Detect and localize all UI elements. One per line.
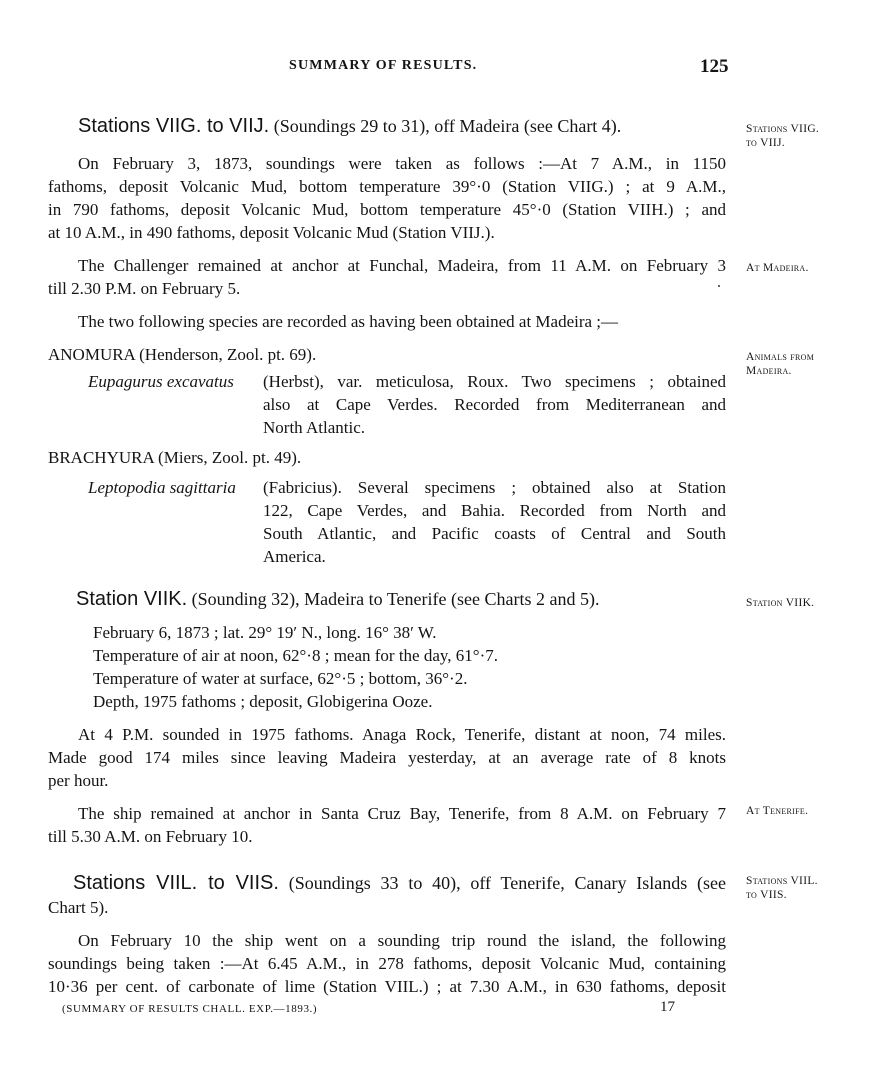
para-line: at 10 A.M., in 490 fathoms, deposit Volcanic Mud (Station VIIJ.). bbox=[48, 223, 495, 242]
margin-note-stations-vii-g bbox=[746, 122, 819, 150]
para-line: per hour. bbox=[48, 771, 109, 790]
stray-mark bbox=[718, 285, 720, 287]
running-title: SUMMARY OF RESULTS. bbox=[289, 58, 478, 73]
para-line: South Atlantic, and Pacific coasts of Central and South bbox=[263, 524, 726, 543]
para-line: Made good 174 miles since leaving Madeira yesterday, at an average rate of 8 knots bbox=[48, 748, 726, 767]
page-number: 125 bbox=[700, 56, 729, 77]
data-line: Temperature of water at surface, 62°·5 ; bottom, 36°·2. bbox=[93, 669, 468, 688]
section-heading-vii-k bbox=[76, 587, 599, 611]
heading-station-label: Station VIIK. bbox=[76, 588, 188, 610]
para-line: (Herbst), var. meticulosa, Roux. Two specimens ; obtained bbox=[263, 372, 726, 391]
para-line: 10·36 per cent. of carbonate of lime (Station VIIL.) ; at 7.30 A.M., in 630 fathoms, deposit bbox=[48, 977, 726, 996]
para-line: fathoms, deposit Volcanic Mud, bottom temperature 39°·0 (Station VIIG.) ; at 9 A.M., bbox=[48, 177, 726, 196]
para-line: America. bbox=[263, 547, 326, 566]
margin-note-station-vii-k: Station VIIK. bbox=[746, 597, 815, 609]
para-line: The two following species are recorded as having been obtained at Madeira ;— bbox=[78, 312, 619, 331]
para-line: The Challenger remained at anchor at Funchal, Madeira, from 11 A.M. on February 3 bbox=[78, 256, 726, 275]
signature-mark: 17 bbox=[660, 999, 675, 1015]
para-line: North Atlantic. bbox=[263, 418, 365, 437]
species-name: Leptopodia sagittaria bbox=[88, 478, 236, 497]
margin-note-line: Animals from bbox=[746, 351, 815, 363]
data-line: February 6, 1873 ; lat. 29° 19′ N., long. 16° 38′ W. bbox=[93, 623, 437, 642]
para-line: in 790 fathoms, deposit Volcanic Mud, bottom temperature 45°·0 (Station VIIH.) ; and bbox=[48, 200, 726, 219]
section-heading-vii-l bbox=[73, 871, 726, 895]
brachyura-species bbox=[88, 476, 236, 499]
heading-continuation: Chart 5). bbox=[48, 898, 109, 917]
margin-note-line: to VIIJ. bbox=[746, 137, 785, 149]
data-line: Depth, 1975 fathoms ; deposit, Globigerina Ooze. bbox=[93, 692, 433, 711]
brachyura-heading: BRACHYURA (Miers, Zool. pt. 49). bbox=[48, 448, 302, 467]
margin-note-line: Madeira. bbox=[746, 365, 792, 377]
heading-detail: (Soundings 33 to 40), off Tenerife, Canary Islands (see bbox=[288, 873, 726, 893]
para-line: (Fabricius). Several specimens ; obtained also at Station bbox=[263, 478, 726, 497]
data-line: Temperature of air at noon, 62°·8 ; mean for the day, 61°·7. bbox=[93, 646, 498, 665]
species-name: Eupagurus excavatus bbox=[88, 372, 234, 391]
para-line: On February 3, 1873, soundings were taken as follows :—At 7 A.M., in 1150 bbox=[78, 154, 726, 173]
heading-station-label: Stations VIIL. to VIIS. bbox=[73, 872, 279, 894]
para-line: 122, Cape Verdes, and Bahia. Recorded from North and bbox=[263, 501, 726, 520]
heading-station-label: Stations VIIG. to VIIJ. bbox=[78, 115, 270, 137]
para-line: till 2.30 P.M. on February 5. bbox=[48, 279, 241, 298]
margin-note-stations-vii-l bbox=[746, 874, 818, 902]
section-heading-vii-g bbox=[78, 114, 621, 138]
para-line: On February 10 the ship went on a sounding trip round the island, the following bbox=[78, 931, 726, 950]
para-line: The ship remained at anchor in Santa Cruz Bay, Tenerife, from 8 A.M. on February 7 bbox=[78, 804, 726, 823]
para-line: also at Cape Verdes. Recorded from Mediterranean and bbox=[263, 395, 726, 414]
anomura-species bbox=[88, 370, 234, 393]
margin-note-line: to VIIS. bbox=[746, 889, 787, 901]
heading-detail: (Soundings 29 to 31), off Madeira (see Chart 4). bbox=[273, 116, 622, 136]
margin-note-at-tenerife: At Tenerife. bbox=[746, 805, 809, 817]
margin-note-line: Stations VIIL. bbox=[746, 875, 818, 887]
margin-note-animals bbox=[746, 350, 814, 378]
anomura-heading: ANOMURA (Henderson, Zool. pt. 69). bbox=[48, 345, 317, 364]
footer-imprint: (SUMMARY OF RESULTS CHALL. EXP.—1893.) bbox=[62, 1003, 318, 1015]
running-header bbox=[0, 58, 880, 82]
margin-note-line: Stations VIIG. bbox=[746, 123, 820, 135]
heading-detail: (Sounding 32), Madeira to Tenerife (see Charts 2 and 5). bbox=[191, 589, 600, 609]
para-line: soundings being taken :—At 6.45 A.M., in 278 fathoms, deposit Volcanic Mud, containing bbox=[48, 954, 726, 973]
margin-note-at-madeira: At Madeira. bbox=[746, 262, 809, 274]
para-line: till 5.30 A.M. on February 10. bbox=[48, 827, 253, 846]
para-line: At 4 P.M. sounded in 1975 fathoms. Anaga Rock, Tenerife, distant at noon, 74 miles. bbox=[78, 725, 726, 744]
